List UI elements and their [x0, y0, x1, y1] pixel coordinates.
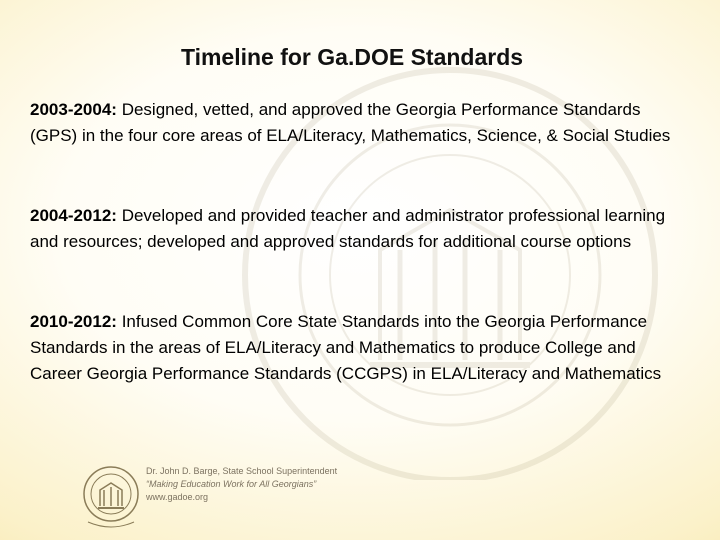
timeline-years: 2010-2012: [30, 312, 117, 331]
timeline-years: 2004-2012: [30, 206, 117, 225]
page-title: Timeline for Ga.DOE Standards [180, 44, 524, 70]
timeline-entry-2010-2012 [30, 309, 690, 387]
footer-text [146, 465, 337, 504]
ga-doe-seal-icon [82, 462, 140, 530]
footer [82, 462, 482, 532]
timeline-entry-2003-2004 [30, 97, 690, 149]
timeline-text: Designed, vetted, and approved the Georgia Performance Standards (GPS) in the four core areas of ELA/Literacy, Mathematics, Science, & Social Studies [30, 100, 671, 145]
timeline-years: 2003-2004: [30, 100, 117, 119]
timeline-text: Developed and provided teacher and administrator professional learning and resources; developed and approved standards for additional course options [30, 206, 666, 251]
website-link[interactable]: www.gadoe.org [146, 492, 209, 502]
timeline-text: Infused Common Core State Standards into the Georgia Performance Standards in the areas of ELA/Literacy and Mathematics to produce College and Career Georgia Performance Standards (CCGPS) in ELA/Literacy and Mathematics [30, 312, 662, 383]
superintendent-name: Dr. John D. Barge, State School Superintendent [146, 466, 338, 476]
slogan: “Making Education Work for All Georgians” [146, 479, 317, 489]
timeline-entry-2004-2012 [30, 203, 690, 255]
